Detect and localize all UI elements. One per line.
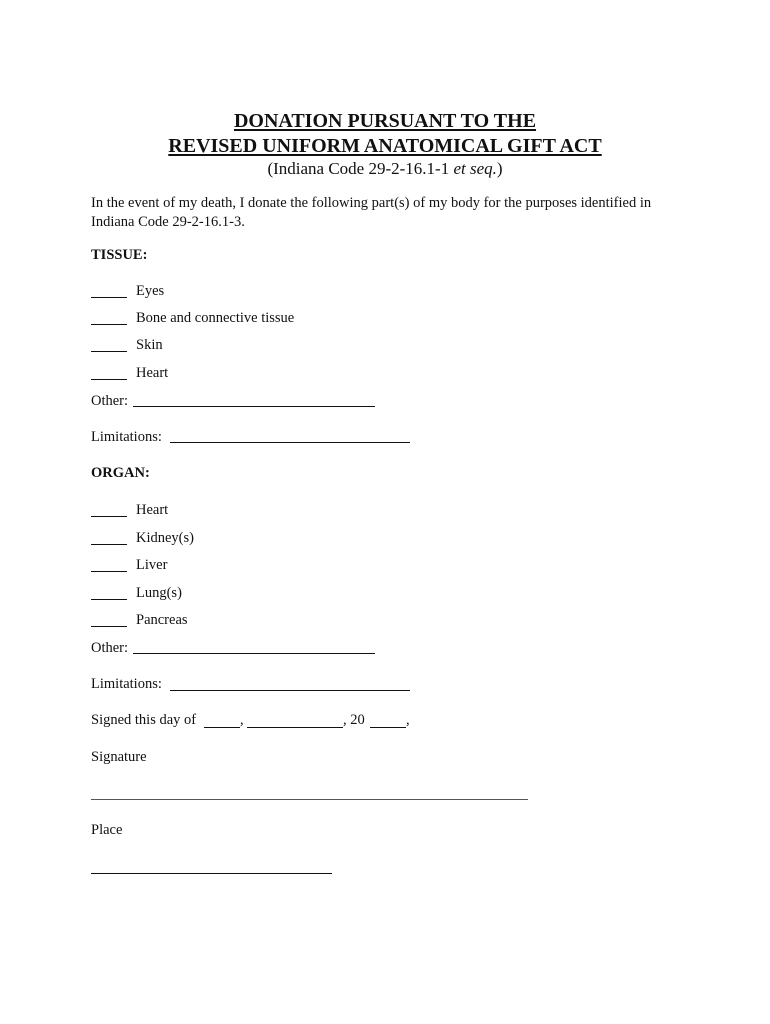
organ-item-label: Kidney(s) xyxy=(136,530,194,546)
signed-comma2: , xyxy=(406,712,410,728)
organ-item-label: Pancreas xyxy=(136,612,188,628)
organ-item-label: Heart xyxy=(136,502,169,518)
organ-other-label: Other: xyxy=(91,640,129,656)
tissue-limitations-label: Limitations: xyxy=(91,429,162,445)
organ-item-label: Liver xyxy=(136,557,168,573)
signature-label: Signature xyxy=(91,749,147,765)
tissue-item-label: Heart xyxy=(136,365,169,381)
checkbox-blank[interactable] xyxy=(91,571,127,572)
checkbox-blank[interactable] xyxy=(91,516,127,517)
tissue-heading: TISSUE: xyxy=(91,247,148,263)
intro-line2: Indiana Code 29-2-16.1-3. xyxy=(91,214,245,230)
checkbox-blank[interactable] xyxy=(91,379,127,380)
tissue-item-label: Eyes xyxy=(136,283,165,299)
tissue-item-label: Skin xyxy=(136,337,163,353)
place-label: Place xyxy=(91,822,123,838)
tissue-other-line[interactable] xyxy=(133,406,375,407)
tissue-item-label: Bone and connective tissue xyxy=(136,310,295,326)
checkbox-blank[interactable] xyxy=(91,324,127,325)
document-title-line2: REVISED UNIFORM ANATOMICAL GIFT ACT xyxy=(168,135,602,157)
checkbox-blank[interactable] xyxy=(91,351,127,352)
checkbox-blank[interactable] xyxy=(91,599,127,600)
checkbox-blank[interactable] xyxy=(91,544,127,545)
document-title-line1: DONATION PURSUANT TO THE xyxy=(233,110,537,132)
signed-day-line[interactable] xyxy=(204,727,240,728)
organ-other-line[interactable] xyxy=(133,653,375,654)
signed-comma1: , xyxy=(240,712,244,728)
signature-line[interactable] xyxy=(91,799,528,800)
tissue-limitations-line[interactable] xyxy=(170,442,410,443)
signed-year-prefix: , 20 xyxy=(343,712,365,728)
signed-prefix: Signed this day of xyxy=(91,712,197,728)
signed-month-line[interactable] xyxy=(247,727,343,728)
organ-limitations-line[interactable] xyxy=(170,690,410,691)
organ-item-label: Lung(s) xyxy=(136,585,182,601)
subtitle-prefix: (Indiana Code 29-2-16.1-1 xyxy=(267,159,454,178)
checkbox-blank[interactable] xyxy=(91,297,127,298)
tissue-other-label: Other: xyxy=(91,393,129,409)
organ-limitations-label: Limitations: xyxy=(91,676,162,692)
document-subtitle xyxy=(0,159,770,179)
place-line[interactable] xyxy=(91,873,332,874)
subtitle-italic: et seq. xyxy=(453,159,497,178)
intro-line1: In the event of my death, I donate the following part(s) of my body for the purposes identified in xyxy=(91,195,652,211)
organ-heading: ORGAN: xyxy=(91,465,150,481)
signed-year-line[interactable] xyxy=(370,727,406,728)
subtitle-suffix: ) xyxy=(496,159,503,178)
checkbox-blank[interactable] xyxy=(91,626,127,627)
